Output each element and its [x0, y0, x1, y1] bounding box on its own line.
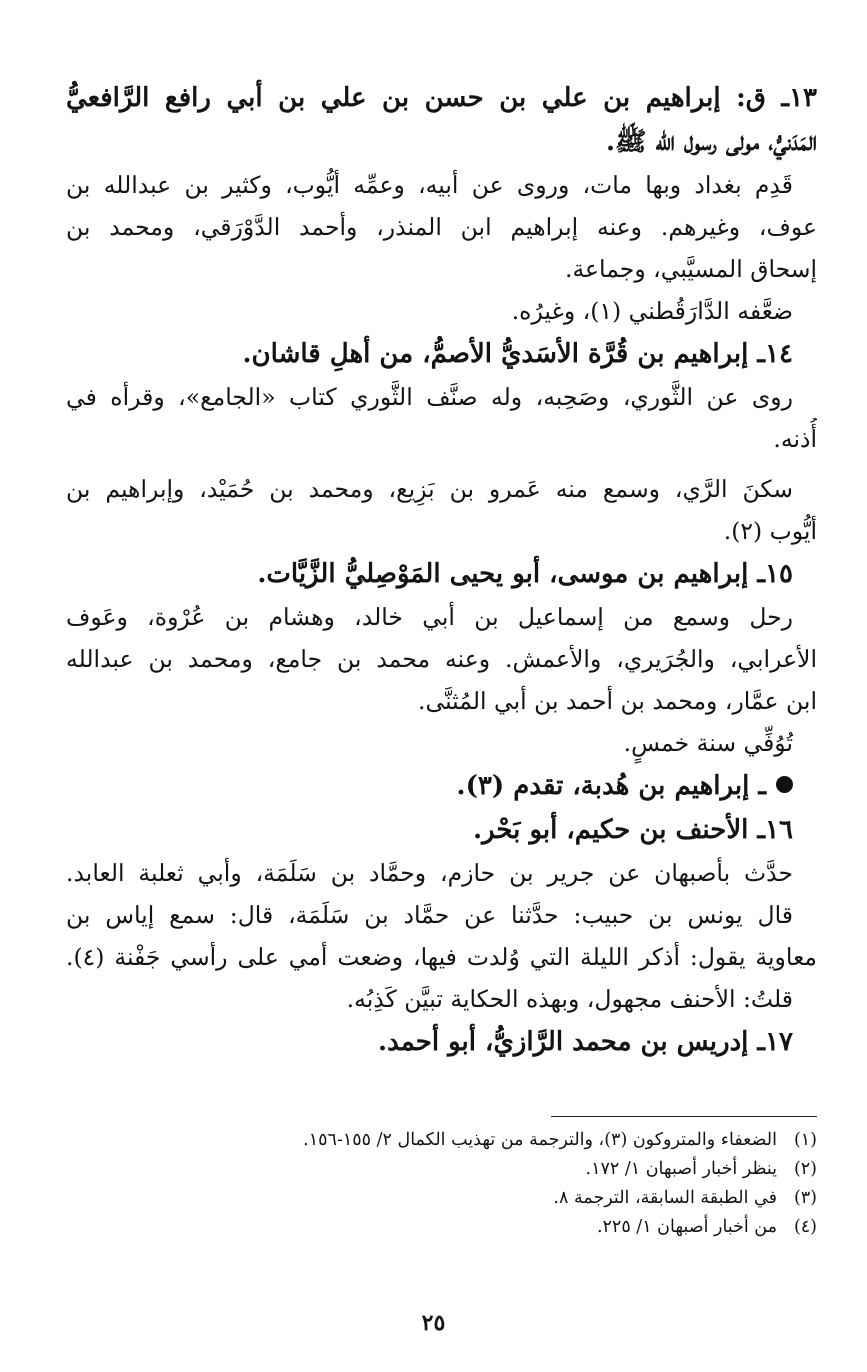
line-text: حدَّث بأصبهان عن جرير بن حازم، وحمَّاد بن سَلَمَة، وأبي ثعلبة العابد. — [66, 859, 793, 887]
text-line — [66, 596, 817, 638]
footnotes — [66, 1126, 817, 1242]
line-text: المَدَنيُّ، مولى رسول الله ﷺ. — [605, 127, 817, 157]
line-text: ١٣ـ ق: إبراهيم بن علي بن حسن بن علي بن أبي رافع الرَّافعيُّ — [66, 83, 817, 113]
line-text: ١٦ـ الأحنف بن حكيم، أبو بَحْر. — [472, 815, 793, 845]
footnote-number: (٤) — [793, 1217, 817, 1237]
text-line — [66, 680, 817, 722]
main-text — [66, 76, 817, 1064]
entry-heading-line — [66, 120, 817, 164]
footnote-text: في الطبقة السابقة، الترجمة ٨. — [553, 1188, 777, 1208]
entry-heading-line — [66, 1020, 817, 1064]
line-text: معاوية يقول: أذكر الليلة التي وُلدت فيها، وضعت أمي على رأسي جَفْنة (٤). — [66, 943, 817, 971]
footnote-number: (٣) — [793, 1188, 817, 1208]
footnote — [66, 1213, 817, 1242]
line-text: أُذنه. — [773, 425, 817, 453]
text-line — [66, 510, 817, 552]
page-number: ٢٥ — [421, 1310, 446, 1336]
text-line — [66, 764, 817, 808]
footnote-number: (١) — [793, 1130, 817, 1150]
text-line — [66, 936, 817, 978]
line-text: سكنَ الرَّي، وسمع منه عَمرو بن بَزِيع، ومحمد بن حُمَيْد، وإبراهيم بن — [66, 475, 793, 503]
line-text: قَدِم بغداد وبها مات، وروى عن أبيه، وعمِّه أيُّوب، وكثير بن عبدالله بن — [66, 171, 793, 199]
line-text: روى عن الثَّوري، وصَحِبه، وله صنَّف الثَّوري كتاب «الجامع»، وقرأه في — [66, 383, 793, 411]
line-text: ابن عمَّار، ومحمد بن أحمد بن أبي المُثنَّى. — [418, 687, 817, 715]
footnote-text: ينظر أخبار أصبهان ١/ ١٧٢. — [585, 1159, 777, 1179]
entry-heading-line — [66, 552, 817, 596]
entry-heading-line — [66, 808, 817, 852]
text-line — [66, 722, 817, 764]
line-text: قال يونس بن حبيب: حدَّثنا عن حمَّاد بن سَلَمَة، قال: سمع إياس بن — [66, 901, 793, 929]
line-text: رحل وسمع من إسماعيل بن أبي خالد، وهشام بن عُرْوة، وعَوف — [66, 603, 793, 631]
line-text: قلتُ: الأحنف مجهول، وبهذه الحكاية تبيَّن كَذِبُه. — [346, 985, 793, 1013]
footnote-number: (٢) — [793, 1159, 817, 1179]
text-line — [66, 638, 817, 680]
line-text: تُوُفِّي سنة خمسٍ. — [623, 729, 793, 757]
text-line — [66, 290, 817, 332]
paragraph-gap — [66, 460, 817, 468]
text-line — [66, 418, 817, 460]
footnote — [66, 1155, 817, 1184]
bullet-icon — [776, 776, 793, 793]
footnote-text: الضعفاء والمتروكون (٣)، والترجمة من تهذيب الكمال ٢/ ١٥٥-١٥٦. — [303, 1130, 777, 1150]
entry-heading-line — [66, 332, 817, 376]
footnote-text: من أخبار أصبهان ١/ ٢٢٥. — [596, 1217, 777, 1237]
line-text: ـ إبراهيم بن هُدبة، تقدم (٣). — [456, 771, 766, 801]
line-text: ضعَّفه الدَّارَقُطني (١)، وغيرُه. — [511, 297, 793, 325]
line-text: الأعرابي، والجُرَيري، والأعمش. وعنه محمد بن جامع، ومحمد بن عبدالله — [66, 645, 817, 673]
footnote — [66, 1184, 817, 1213]
text-line — [66, 248, 817, 290]
line-text: إسحاق المسيَّبي، وجماعة. — [564, 255, 817, 283]
line-text: ١٤ـ إبراهيم بن قُرَّة الأسَديُّ الأصمُّ، من أهلِ قاشان. — [242, 339, 793, 369]
line-text: أيُّوب (٢). — [723, 517, 817, 545]
text-line — [66, 852, 817, 894]
text-line — [66, 376, 817, 418]
footnote-separator — [551, 1116, 817, 1117]
text-line — [66, 206, 817, 248]
footnote — [66, 1126, 817, 1155]
entry-heading-line — [66, 76, 817, 120]
text-line — [66, 164, 817, 206]
text-line — [66, 468, 817, 510]
text-line — [66, 894, 817, 936]
line-text: ١٥ـ إبراهيم بن موسى، أبو يحيى المَوْصِليُّ الزَّيَّات. — [257, 559, 793, 589]
line-text: عوف، وغيرهم. وعنه إبراهيم ابن المنذر، وأحمد الدَّوْرَقي، ومحمد بن — [66, 213, 817, 241]
text-line — [66, 978, 817, 1020]
line-text: ١٧ـ إدريس بن محمد الرَّازيُّ، أبو أحمد. — [378, 1027, 793, 1057]
